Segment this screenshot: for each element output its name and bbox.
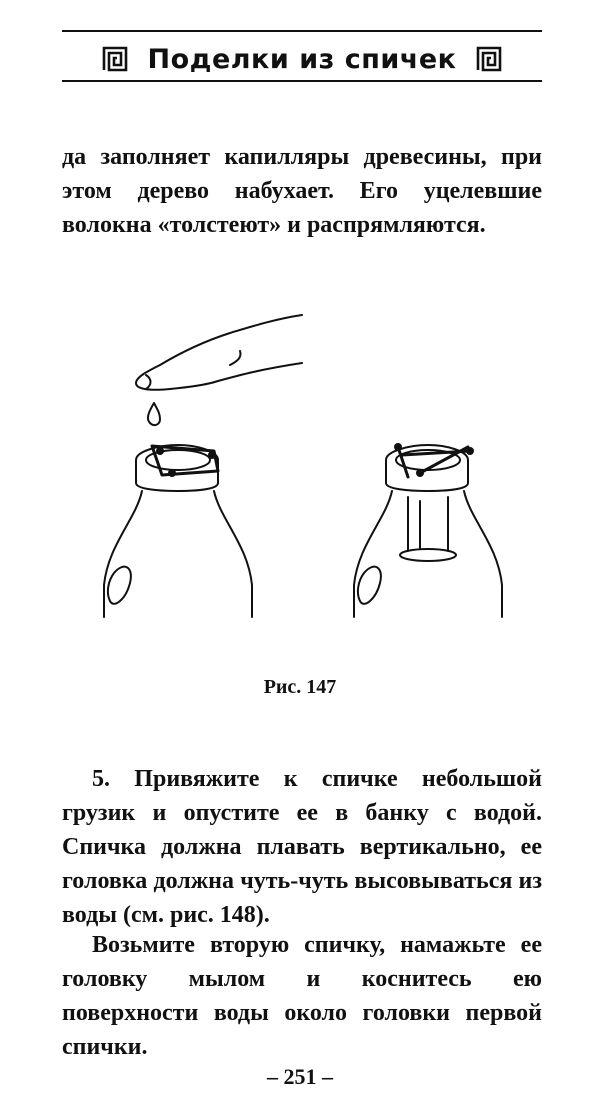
- header-top-rule: [62, 30, 542, 32]
- finger-icon: [136, 315, 302, 390]
- meander-ornament-left-icon: [102, 46, 128, 72]
- figure-illustration: [90, 305, 510, 645]
- left-bottle-icon: [104, 445, 252, 617]
- running-header: [62, 38, 542, 80]
- header-title: Поделки из спичек: [147, 43, 457, 75]
- paragraph-second-match: Возьмите вторую спичку, намажьте ее головку мылом и коснитесь ею поверхности воды около головки первой спички.: [62, 932, 542, 1060]
- paragraph-continuation: да заполняет капилляры древесины, при этом дерево набухает. Его уцелевшие волокна «толстеют» и распрямляются.: [62, 144, 542, 238]
- paragraph-step-5: 5. Привяжите к спичке небольшой грузик и опустите ее в банку с водой. Спичка должна плавать вертикально, ее головка должна чуть-чуть высовываться из воды (см. рис. 148).: [62, 766, 542, 928]
- meander-ornament-right-icon: [476, 46, 502, 72]
- header-bottom-rule: [62, 80, 542, 82]
- page-number: – 251 –: [267, 1064, 333, 1089]
- water-drop-icon: [148, 403, 160, 425]
- figure-caption: Рис. 147: [263, 676, 337, 698]
- right-bottle-icon: [354, 444, 502, 617]
